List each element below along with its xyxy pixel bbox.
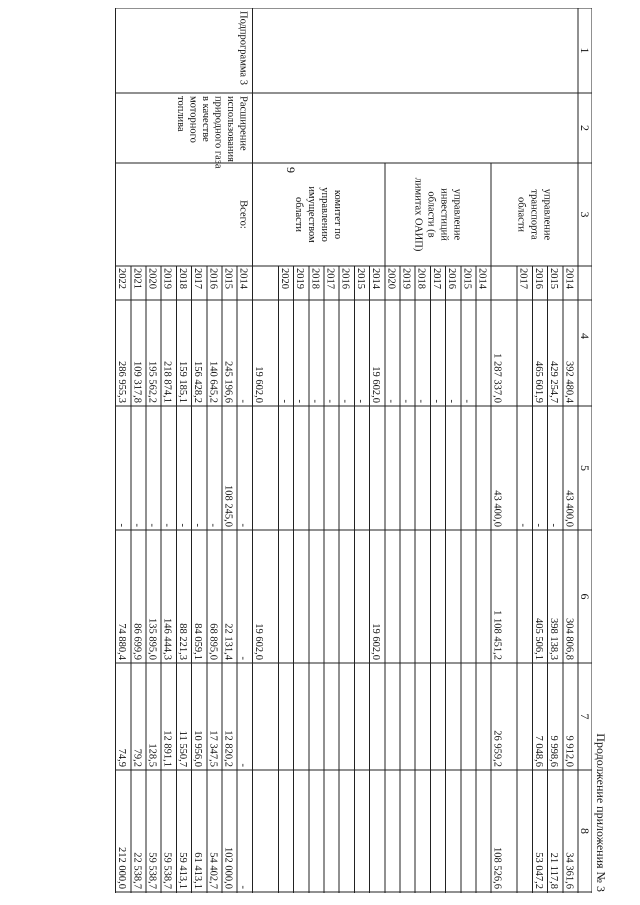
column-header-7: 7 [578,713,592,720]
value-cell: 304 806,8 [563,618,575,660]
year-cell: 2015 [548,268,560,289]
budget-table [95,8,592,893]
value-cell: 11 550,7 [176,730,188,767]
value-cell: 135 895,0 [146,618,158,660]
year-cell: 2020 [385,268,397,289]
value-cell: 392 480,4 [563,361,575,403]
column-header-6: 6 [578,593,592,600]
value-cell: 195 562,2 [146,361,158,403]
value-cell: 108 245,0 [222,485,234,527]
value-cell: 59 413,1 [176,852,188,889]
value-cell: 159 185,1 [176,361,188,403]
year-cell: 2019 [400,268,412,289]
value-cell: 12 891,1 [161,730,173,767]
value-cell: - [237,885,249,889]
recipient-line: области (в [425,191,437,238]
value-cell: - [339,399,351,403]
subprogram-cell: Подпрограмма 3 [237,11,249,85]
year-cell: 2021 [131,268,143,289]
column-header-5: 5 [578,465,592,471]
value-cell: 218 874,1 [161,361,173,403]
value-cell: 21 117,8 [548,852,560,889]
value-cell: 86 699,9 [131,623,143,660]
value-cell: 146 444,3 [161,618,173,660]
year-cell: 2022 [116,268,128,289]
value-cell: 59 538,7 [146,852,158,889]
value-cell: - [309,399,321,403]
year-cell: 2019 [161,268,173,289]
value-cell: - [385,399,397,403]
value-cell: - [207,523,219,527]
recipient-line: транспорта [528,189,540,240]
value-cell: 398 138,3 [548,618,560,660]
value-cell: 102 000,0 [222,847,234,889]
total-value-cell: 19 602,0 [252,623,264,660]
year-cell: 2015 [354,268,366,289]
subprogram-name-line: Расширение [237,96,249,151]
value-cell: 19 602,0 [370,623,382,660]
value-cell: - [548,523,560,527]
year-cell: 2017 [430,268,442,289]
value-cell: 74 880,4 [116,623,128,660]
recipient-line: инвестиций [438,188,450,241]
total-value-cell: 26 959,2 [491,730,503,767]
subprogram-name-line: в качестве [199,96,211,142]
value-cell: 61 413,1 [192,852,204,889]
value-cell: - [294,399,306,403]
value-cell: - [131,523,143,527]
recipient-line: комитет по [332,189,344,240]
total-value-cell: 1 287 337,0 [491,353,503,403]
value-cell: 22 131,4 [222,623,234,660]
value-cell: - [430,399,442,403]
value-cell: - [532,523,544,527]
subprogram-name-line: природного газа [212,96,224,169]
value-cell: 19 602,0 [370,366,382,403]
total-value-cell: 19 602,0 [252,366,264,403]
recipient-line: управление [541,188,553,241]
year-cell: 2015 [461,268,473,289]
value-cell: 9 998,6 [548,735,560,767]
value-cell: 156 428,2 [192,361,204,403]
value-cell: 286 955,3 [116,361,128,403]
value-cell: 7 048,6 [532,735,544,767]
column-header-2: 2 [578,125,592,131]
year-cell: 2018 [309,268,321,289]
value-cell: 84 059,1 [192,623,204,660]
value-cell: - [446,399,458,403]
value-cell: 465 601,9 [532,361,544,403]
value-cell: - [237,399,249,403]
year-cell: 2016 [446,268,458,289]
page-number: 9 [284,167,298,173]
value-cell: 12 820,2 [222,730,234,767]
value-cell: - [354,399,366,403]
year-cell: 2014 [476,268,488,289]
subprogram-name-line: моторного [187,96,199,143]
value-cell: 140 645,2 [207,361,219,403]
value-cell: 59 538,7 [161,852,173,889]
year-cell: 2018 [176,268,188,289]
total-value-cell: 1 108 451,2 [491,610,503,660]
value-cell: 109 317,8 [131,361,143,403]
total-value-cell: 43 400,0 [491,490,503,527]
rotated-page-sheet [95,8,610,893]
value-cell: - [237,656,249,660]
recipient-line: области [293,196,305,233]
value-cell: 429 254,7 [548,361,560,403]
year-cell: 2016 [339,268,351,289]
value-cell: - [461,399,473,403]
subprogram-name-line: использования [224,96,236,162]
subprogram-name-line: топлива [174,96,186,132]
value-cell: - [237,523,249,527]
recipient-line: управление [451,188,463,241]
value-cell: - [192,523,204,527]
value-cell: 405 506,1 [532,618,544,660]
value-cell: - [237,763,249,767]
recipient-line: лимитах ОАИП) [412,177,424,252]
year-cell: 2014 [370,268,382,289]
value-cell: 17 347,5 [207,730,219,767]
year-cell: 2014 [563,268,575,289]
value-cell: - [176,523,188,527]
value-cell: 53 047,2 [532,852,544,889]
value-cell: 68 895,0 [207,623,219,660]
column-header-1: 1 [578,47,592,54]
recipient-line: области [515,196,527,233]
value-cell: 88 221,3 [176,623,188,660]
year-cell: 2015 [222,268,234,289]
value-cell: 245 196,6 [222,361,234,403]
year-cell: 2014 [237,268,249,289]
value-cell: 10 956,0 [192,730,204,767]
value-cell: - [278,399,290,403]
year-cell: 2020 [146,268,158,289]
value-cell: 54 402,7 [207,852,219,889]
year-cell: 2017 [324,268,336,289]
recipient-line: имуществом [306,186,318,243]
value-cell: 34 361,6 [563,852,575,889]
column-header-8: 8 [578,828,592,834]
value-cell: - [517,523,529,527]
value-cell: - [146,523,158,527]
value-cell: 9 912,0 [563,735,575,767]
value-cell: - [400,399,412,403]
year-cell: 2017 [192,268,204,289]
year-cell: 2017 [517,268,529,289]
year-cell: 2018 [415,268,427,289]
value-cell: - [161,523,173,527]
value-cell: 22 538,7 [131,852,143,889]
year-cell: 2016 [532,268,544,289]
column-header-4: 4 [578,333,592,339]
value-cell: - [415,399,427,403]
value-cell: 79,2 [131,748,143,767]
value-cell: 43 400,0 [563,490,575,527]
year-cell: 2019 [294,268,306,289]
recipient-line: управлению [319,187,331,242]
value-cell: 128,5 [146,743,158,767]
value-cell: - [324,399,336,403]
value-cell: 212 000,0 [116,847,128,889]
value-cell: - [116,523,128,527]
value-cell: 74,9 [116,748,128,767]
column-header-3: 3 [578,211,592,218]
year-cell: 2016 [207,268,219,289]
appendix-continuation-note: Продолжение приложения № 3 [594,733,608,892]
total-value-cell: 108 526,6 [491,847,503,889]
year-cell: 2020 [278,268,290,289]
recipient-line: Всего: [237,200,249,229]
